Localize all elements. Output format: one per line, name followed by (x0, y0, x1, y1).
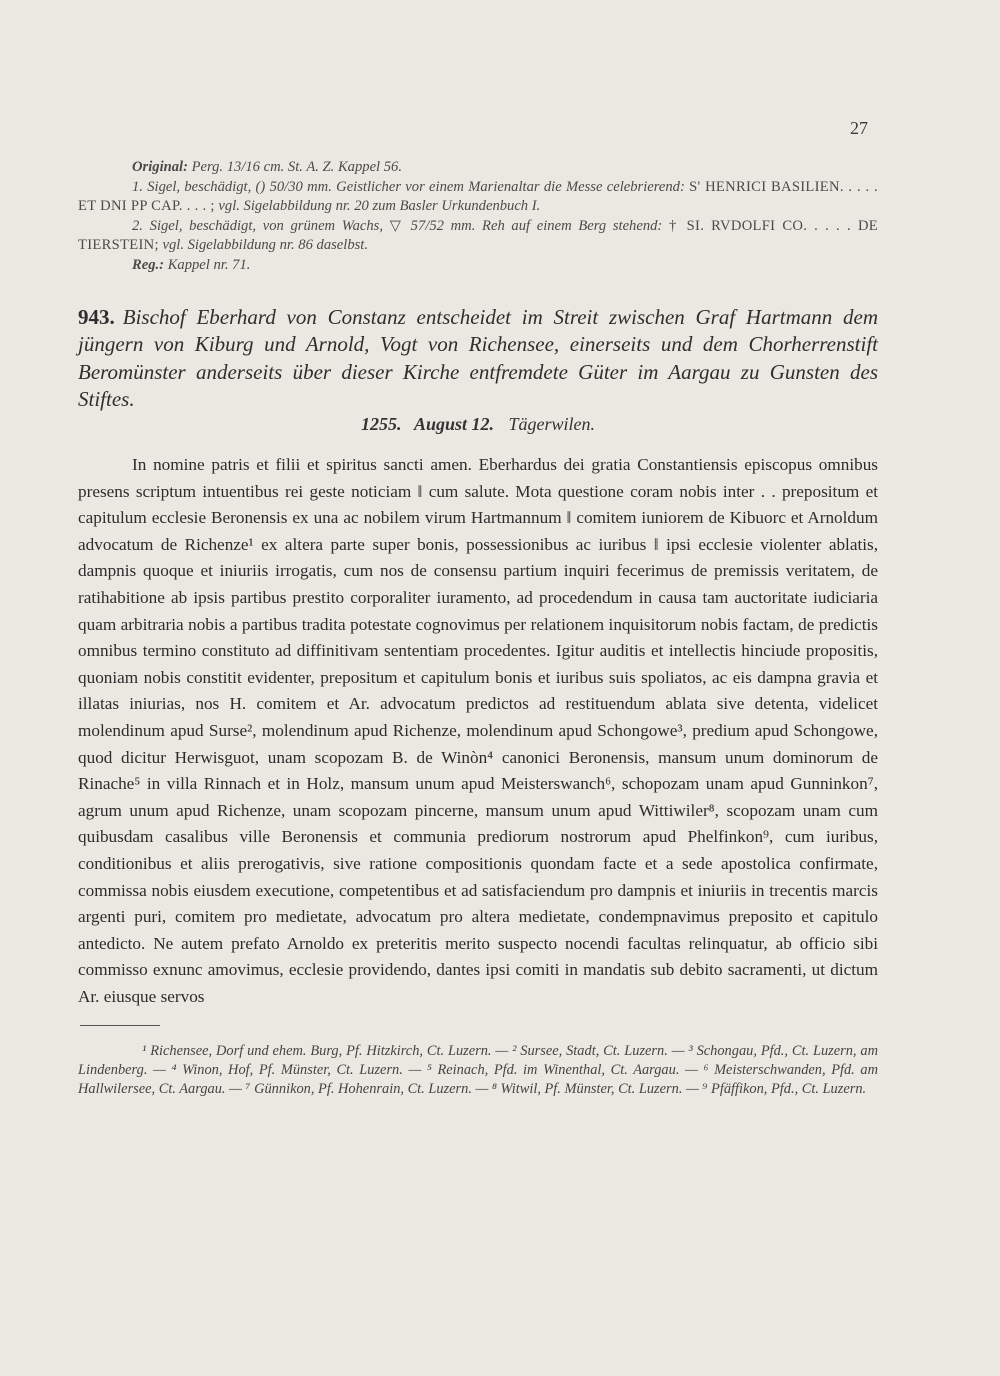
date-year: 1255. (360, 414, 402, 434)
footnotes-text: ¹ Richensee, Dorf und ehem. Burg, Pf. Hitzkirch, Ct. Luzern. — ² Sursee, Stadt, Ct. Luzern. — ³ Schongau, Pfd., Ct. Luzern, am Lindenberg. — ⁴ Winon, Hof, Pf. Münster, Ct. Luzern. — ⁵ Reinach, Pfd. im Winenthal, Ct. Aargau. — ⁶ Meisterschwanden, Pfd. am Hallwilersee, Ct. Aargau. — ⁷ Günnikon, Pf. Hohenrain, Ct. Luzern. — ⁸ Witwil, Pf. Münster, Ct. Luzern. — ⁹ Pfäffikon, Pfd., Ct. Luzern. (78, 1043, 878, 1097)
seal-2-text: 2. Sigel, beschädigt, von grünem Wachs, ▽ 57/52 mm. Reh auf einem Berg stehend: (132, 217, 663, 234)
original-text: Perg. 13/16 cm. St. A. Z. Kappel 56. (191, 159, 402, 175)
reg-label: Reg.: (132, 256, 165, 273)
seal-2-legend: † SI. RVDOLFI CO. . . . . DE TIERSTEIN; (78, 217, 878, 253)
page-number: 27 (850, 118, 868, 138)
seal-1-legend: S' HENRICI BASILIEN. . . . . ET DNI PP CAP. . . . ; (78, 178, 878, 214)
seal-1-text: 1. Sigel, beschädigt, () 50/30 mm. Geistlicher vor einem Marienaltar die Messe celebrierend: (132, 178, 685, 195)
summary-text: Bischof Eberhard von Constanz entscheidet im Streit zwischen Graf Hartmann dem jüngern von Kiburg und Arnold, Vogt von Richensee, einerseits und dem Chorherrenstift Beromünster anderseits über dieser Kirche entfremdete Güter im Aargau zu Gunsten des Stiftes. (78, 305, 878, 411)
original-label: Original: (132, 159, 188, 175)
seal-2-description (78, 217, 878, 256)
dateline (78, 414, 878, 435)
seal-1-description (78, 178, 878, 217)
source-notes (78, 158, 878, 275)
regest-reference (78, 256, 878, 276)
document-summary (78, 304, 878, 413)
seal-1-reference: vgl. Sigelabbildung nr. 20 zum Basler Urkundenbuch I. (218, 198, 541, 214)
charter-text: In nomine patris et filii et spiritus sancti amen. Eberhardus dei gratia Constantiensis episcopus omnibus presens scriptum intuentibus rei geste noticiam ‖ cum salute. Mota questione coram nobis inter . . prepositum et capitulum ecclesie Beronensis ex una ac nobilem virum Hartmannum ‖ comitem iuniorem de Kibuorc et Arnoldum advocatum de Richenze¹ ex altera parte super bonis, possessionibus ac iuribus ‖ ipsi ecclesie violenter ablatis, dampnis quoque et iniuriis irrogatis, cum nos de consensu partium inquiri fecerimus de premissis veritatem, de ratihabitione ab ipsis partibus prestito corporaliter iuramento, ad procedendum in causa tam auctoritate iudiciaria quam arbitraria nobis a partibus tradita potestate cognovimus per relationem inquisitorum nobis factam, de predictis omnibus termino constituto ad diffinitivam sententiam procedentes. Igitur auditis et intellectis hinciude propositis, quoniam nobis constitit evidenter, prepositum et capitulum bonis et iuribus suis spoliatos, ac eis dampna gravia et illatas iniurias, nos H. comitem et Ar. advocatum predictos ad restituendum ablata sive detenta, videlicet molendinum apud Surse², molendinum apud Richenze, molendinum apud Schongowe³, predium apud Schongowe, quod dicitur Herwisguot, unam scopozam B. de Winòn⁴ canonici Beronensis, mansum unum dominorum de Rinache⁵ in villa Rinnach et in Holz, mansum unum apud Meisterswanch⁶, schopozam unam apud Gunninkon⁷, agrum unum apud Richenze, unam scopozam pincerne, mansum unum apud Wittiwiler⁸, scopozam unam cum quibusdam casalibus ville Beronensis et communia prediorum nostrorum apud Phelfinkon⁹, cum iuribus, conditionibus et aliis prerogativis, sive ratione compositionis quondam facte et a sede apostolica confirmate, commissa nobis eiusdem executione, competentibus et ad satisfaciendum pro dampnis et iniuriis in trecentis marcis argenti puri, comitem pro medietate, advocatum pro altera medietate, condempnavimus preposito et capitulo antedicto. Ne autem prefato Arnoldo ex preteritis merito suspecto nocendi facultas relinquatur, ab officio sibi commisso exnunc amovimus, ecclesie providendo, dantes ipsi comiti in mandatis sub debito sacramenti, ut dictum Ar. eiusque servos (78, 455, 878, 1006)
footnote-divider (80, 1025, 160, 1026)
original-line (78, 158, 878, 178)
charter-body (78, 452, 878, 1010)
seal-2-reference: vgl. Sigelabbildung nr. 86 daselbst. (162, 237, 369, 253)
footnotes (78, 1042, 878, 1099)
date-day: August 12. (413, 414, 495, 434)
date-place: Tägerwilen. (508, 414, 596, 434)
document-number: 943. (78, 305, 115, 329)
reg-text: Kappel nr. 71. (167, 256, 251, 273)
